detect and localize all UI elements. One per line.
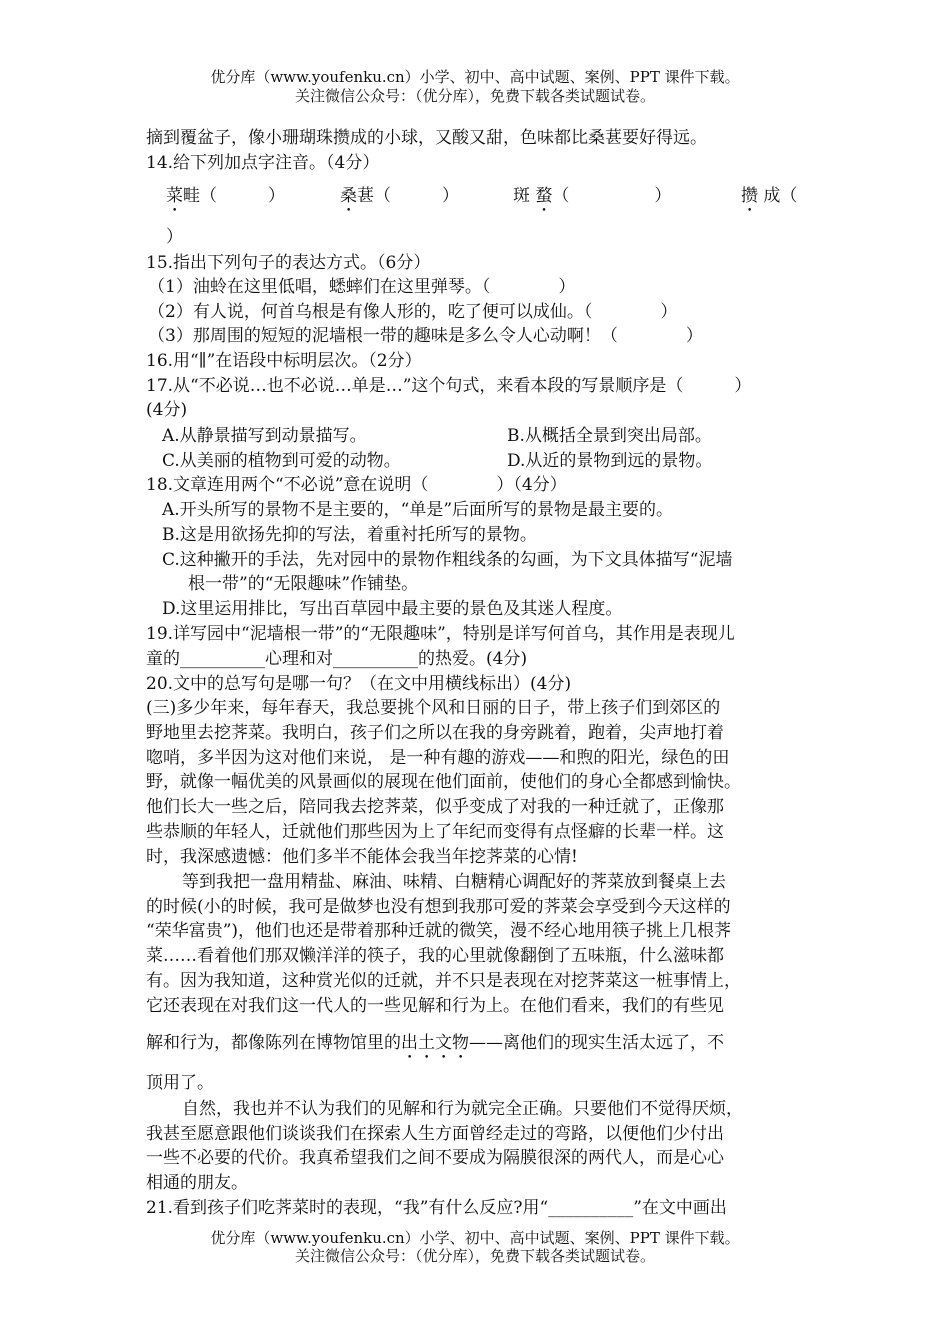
q17-option-d: D.从近的景物到远的景物。 bbox=[507, 451, 713, 471]
q18-option-a: A.开头所写的景物不是主要的，“单是”后面所写的景物是最主要的。 bbox=[162, 500, 674, 520]
question-17: 17.从“不必说…也不必说…单是…”这个句式，来看本段的写景顺序是（ ） bbox=[146, 376, 752, 396]
passage-line: 有。因为我知道，这种赏光似的迁就，并不只是表现在对挖荠菜这一桩事情上， bbox=[146, 971, 741, 991]
q17-option-c: C.从美丽的植物到可爱的动物。 bbox=[162, 451, 401, 471]
passage-line: 菜……看着他们那双懒洋洋的筷子，我的心里就像翻倒了五味瓶，什么滋味都 bbox=[146, 946, 724, 966]
dotted-char: 桑 bbox=[340, 186, 357, 206]
q18-option-c-cont: 根一带”的“无限趣味”作铺垫。 bbox=[188, 574, 419, 594]
q17-option-b: B.从概括全景到突出局部。 bbox=[507, 426, 712, 446]
passage-line: 等到我把一盘用精盐、麻油、味精、白糖精心调配好的荠菜放到餐桌上去 bbox=[182, 872, 726, 892]
passage-line: 我甚至愿意跟他们谈谈我们在探索人生方面曾经走过的弯路，以便他们少付出 bbox=[146, 1124, 724, 1144]
question-15: 15.指出下列句子的表达方式。（6分） bbox=[146, 253, 431, 273]
q14-item-2: 桑葚（ ） bbox=[340, 186, 459, 206]
page-header-line-2: 关注微信公众号：（优分库），免费下载各类试题试卷。 bbox=[294, 87, 655, 105]
passage-line: 相通的朋友。 bbox=[146, 1173, 248, 1193]
passage-line: 一些不必要的代价。我真希望我们之间不要成为隔膜很深的两代人，而是心心 bbox=[146, 1148, 724, 1168]
q18-option-c: C.这种撇开的手法，先对园中的景物作粗线条的勾画，为下文具体描写“泥墙 bbox=[162, 550, 733, 570]
passage-line: 顶用了。 bbox=[146, 1073, 214, 1093]
q14-item-3: 斑 蝥（ ） bbox=[513, 186, 672, 206]
dotted-char: 菜 bbox=[166, 186, 183, 206]
question-19: 19.详写园中“泥墙根一带”的“无限趣味”，特别是详写何首乌，其作用是表现儿 bbox=[146, 624, 735, 644]
question-18: 18.文章连用两个“不必说”意在说明（ ）（4分） bbox=[146, 475, 567, 495]
passage-line: 它还表现在对我们这一代人的一些见解和行为上。在他们看来，我们的有些见 bbox=[146, 996, 724, 1016]
q18-option-b: B.这是用欲扬先抑的写法，着重衬托所写的景物。 bbox=[162, 525, 537, 545]
q15-item-2: （2）有人说，何首乌根是有像人形的，吃了便可以成仙。（ ） bbox=[148, 302, 678, 322]
q15-item-1: （1）油蛉在这里低唱，蟋蟀们在这里弹琴。（ ） bbox=[148, 277, 576, 297]
passage-line: 唿哨，多半因为这对他们来说， 是一种有趣的游戏——和煦的阳光，绿色的田 bbox=[146, 748, 730, 768]
dotted-char: 攒 bbox=[741, 186, 758, 206]
question-21: 21.看到孩子们吃荠菜时的表现，“我”有什么反应?用“__________”在文中画出 bbox=[146, 1198, 727, 1218]
passage-line: 野，就像一幅优美的风景画似的展现在他们面前，使他们的身心全都感到愉快。 bbox=[146, 772, 741, 792]
passage-line: 些恭顺的年轻人，迁就他们那些因为上了年纪而变得有点怪癖的长辈一样。这 bbox=[146, 822, 724, 842]
q18-option-d: D.这里运用排比，写出百草园中最主要的景色及其迷人程度。 bbox=[162, 599, 623, 619]
passage-line: “荣华富贵”)，他们也还是带着那种迁就的微笑，漫不经心地用筷子挑上几根荠 bbox=[146, 921, 732, 941]
q17-option-a: A.从静景描写到动景描写。 bbox=[162, 426, 367, 446]
question-19-cont: 童的__________心理和对__________的热爱。(4分) bbox=[146, 649, 528, 669]
question-20: 20.文中的总写句是哪一句？（在文中用横线标出）(4分) bbox=[146, 674, 572, 694]
q14-item-4: 攒 成（ bbox=[741, 186, 798, 206]
question-17-score: (4分) bbox=[146, 400, 188, 420]
passage-line: 自然，我也并不认为我们的见解和行为就完全正确。只要他们不觉得厌烦， bbox=[182, 1099, 743, 1119]
dotted-phrase: 出土文物 bbox=[401, 1033, 469, 1053]
q15-item-3: （3）那周围的短短的泥墙根一带的趣味是多么令人心动啊！（ ） bbox=[148, 326, 703, 346]
passage-line: 时，我深感遗憾：他们多半不能体会我当年挖荠菜的心情! bbox=[146, 847, 578, 867]
question-16: 16.用“∥”在语段中标明层次。（2分） bbox=[146, 351, 422, 371]
question-14: 14.给下列加点字注音。（4分） bbox=[146, 153, 380, 173]
text-line: 摘到覆盆子，像小珊瑚珠攒成的小球，又酸又甜，色味都比桑葚要好得远。 bbox=[146, 128, 707, 148]
dotted-char: 蝥 bbox=[535, 186, 553, 206]
passage-line: 他们长大一些之后，陪同我去挖荠菜，似乎变成了对我的一种迁就了，正像那 bbox=[146, 797, 724, 817]
passage-line: 的时候(小的时候，我可是做梦也没有想到我那可爱的荠菜会享受到今天这样的 bbox=[146, 897, 731, 917]
page-footer-line-1: 优分库（www.youfenku.cn）小学、初中、高中试题、案例、PPT 课件下载。 bbox=[210, 1229, 740, 1247]
page-header-line-1: 优分库（www.youfenku.cn）小学、初中、高中试题、案例、PPT 课件下载。 bbox=[210, 68, 740, 86]
q14-item-1: 菜畦（ ） bbox=[166, 186, 285, 206]
page-footer-line-2: 关注微信公众号：（优分库），免费下载各类试题试卷。 bbox=[294, 1247, 655, 1265]
passage-line: 解和行为，都像陈列在博物馆里的出土文物——离他们的现实生活太远了，不 bbox=[146, 1033, 724, 1053]
passage-line: 野地里去挖荠菜。我明白，孩子们之所以在我的身旁跳着，跑着，尖声地打着 bbox=[146, 723, 724, 743]
passage-line: (三)多少年来，每年春天，我总要挑个风和日丽的日子，带上孩子们到郊区的 bbox=[146, 698, 721, 718]
q14-close-paren: ） bbox=[166, 227, 183, 247]
